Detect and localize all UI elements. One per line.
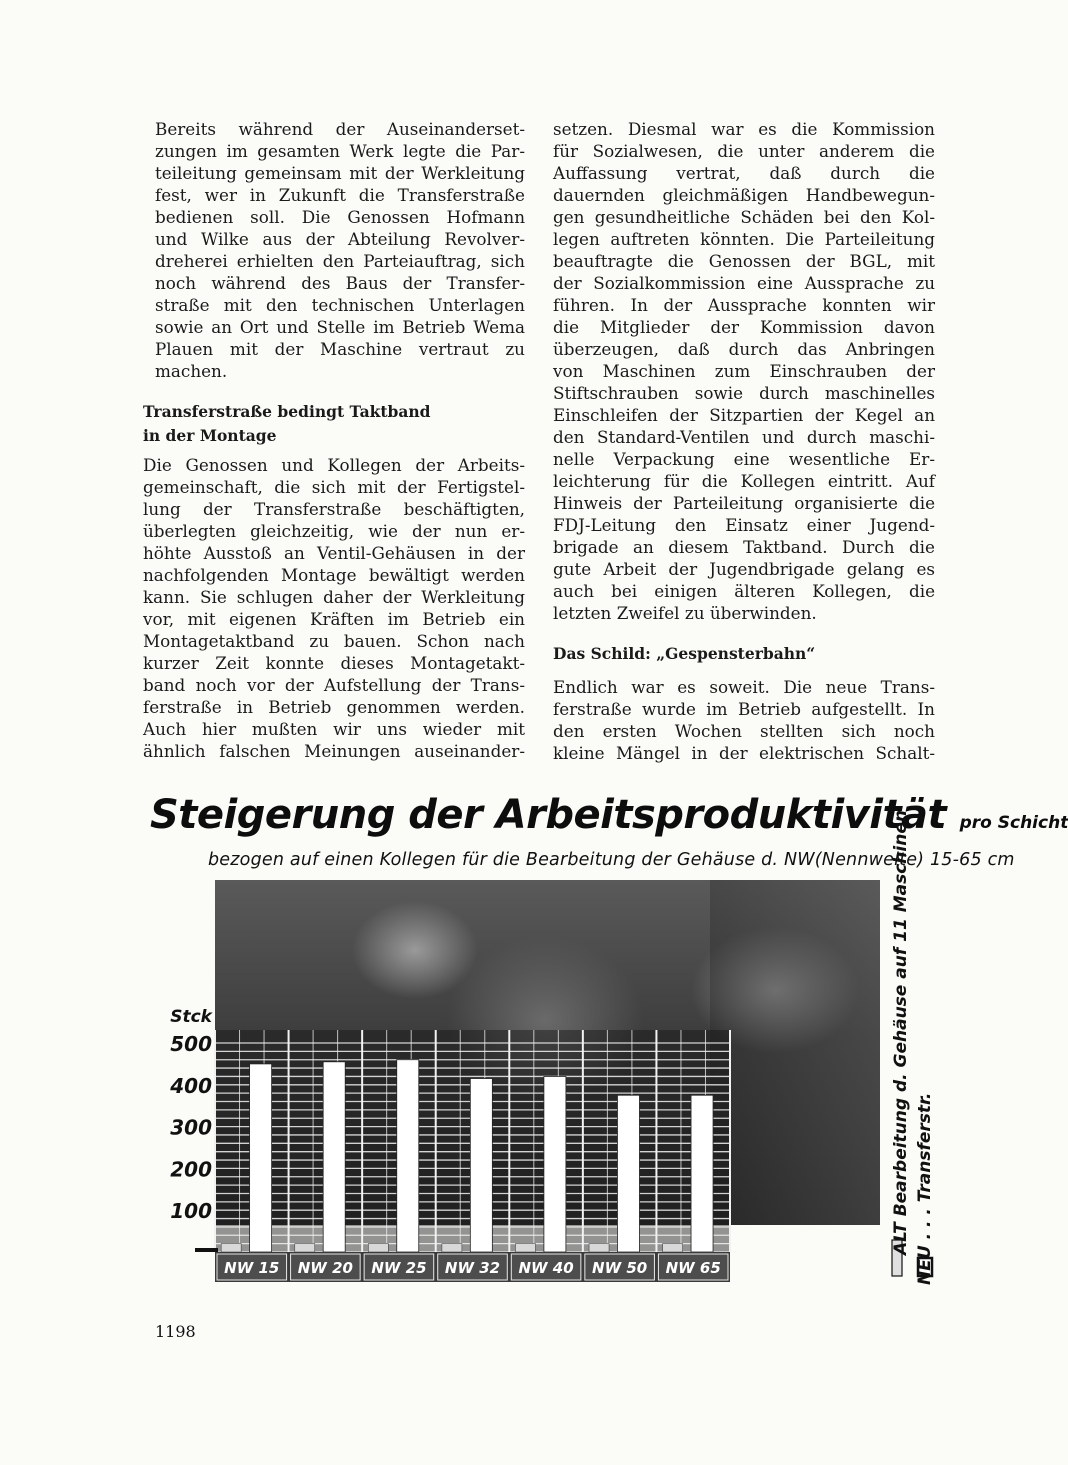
text-line: gute Arbeit der Jugendbrigade gelang es xyxy=(553,559,935,579)
text-line: von Maschinen zum Einschrauben der xyxy=(553,361,935,381)
text-line: Montagetaktband zu bauen. Schon nach xyxy=(143,631,525,651)
bar-neu-nw40 xyxy=(544,1076,566,1252)
text-line: nelle Verpackung eine wesentliche Er- xyxy=(553,449,935,469)
text-line: dauernden gleichmäßigen Handbewegun- xyxy=(553,185,935,205)
y-tick-label: 300 xyxy=(170,1115,212,1140)
text-line: leichterung für die Kollegen eintritt. Auf xyxy=(553,471,935,491)
text-line: ferstraße wurde im Betrieb aufgestellt. In xyxy=(553,699,935,719)
text-line: die Mitglieder der Kommission davon xyxy=(553,317,935,337)
bar-neu-nw25 xyxy=(397,1060,419,1252)
bar-alt-nw15 xyxy=(221,1244,241,1252)
text-line: band noch vor der Aufstellung der Trans- xyxy=(143,675,525,695)
legend-neu-label: NEU . . . Transferstr. xyxy=(915,1092,935,1285)
left-section-heading-line-1: Transferstraße bedingt Taktband xyxy=(143,402,431,421)
category-label: NW 20 xyxy=(297,1259,353,1277)
bar-neu-nw32 xyxy=(470,1079,492,1252)
text-line: Plauen mit der Maschine vertraut zu xyxy=(155,339,525,359)
text-line: und Wilke aus der Abteilung Revolver- xyxy=(155,229,525,249)
text-line: gen gesundheitliche Schäden bei den Kol- xyxy=(553,207,935,227)
category-label: NW 50 xyxy=(592,1259,648,1277)
text-line: Auch hier mußten wir uns wieder mit xyxy=(143,719,525,739)
text-line: überlegten gleichzeitig, wie der nun er- xyxy=(143,521,525,541)
text-line: zungen im gesamten Werk legte die Par- xyxy=(155,141,525,161)
right-paragraph-1 xyxy=(553,118,935,624)
left-column xyxy=(143,118,525,762)
text-line: höhte Ausstoß an Ventil-Gehäusen in der xyxy=(143,543,525,563)
text-line: Einschleifen der Sitzpartien der Kegel an xyxy=(553,405,935,425)
bar-neu-nw50 xyxy=(617,1095,639,1252)
chart-title-main: Steigerung der Arbeitsproduktivität xyxy=(150,792,947,838)
text-line: beauftragte die Genossen der BGL, mit xyxy=(553,251,935,271)
text-line: der Sozialkommission eine Aussprache zu xyxy=(553,273,935,293)
text-line: machen. xyxy=(155,361,228,381)
y-tick-label: 500 xyxy=(170,1032,212,1056)
text-line: letzten Zweifel zu überwinden. xyxy=(553,603,817,623)
text-line: ähnlich falschen Meinungen auseinander- xyxy=(143,741,525,761)
left-paragraph-1 xyxy=(143,118,525,382)
text-line: vor, mit eigenen Kräften im Betrieb ein xyxy=(143,609,525,629)
text-line: bedienen soll. Die Genossen Hofmann xyxy=(155,207,525,227)
category-label: NW 25 xyxy=(371,1259,427,1277)
chart-subtitle: bezogen auf einen Kollegen für die Bearbeitung der Gehäuse d. NW(Nennweite) 15-65 cm xyxy=(208,850,1015,870)
text-line: führen. In der Aussprache konnten wir xyxy=(553,295,935,315)
bar-neu-nw65 xyxy=(691,1095,713,1252)
text-line: straße mit den technischen Unterlagen xyxy=(155,295,525,315)
text-line: gemeinschaft, die sich mit der Fertigstel- xyxy=(143,477,525,497)
bar-alt-nw32 xyxy=(442,1244,462,1252)
y-tick-label: 400 xyxy=(170,1073,212,1098)
category-label: NW 40 xyxy=(518,1259,574,1277)
chart-legend xyxy=(885,810,945,1285)
text-line: Auffassung vertrat, daß durch die xyxy=(553,163,935,183)
right-paragraph-2 xyxy=(553,676,935,764)
text-line: fest, wer in Zukunft die Transferstraße xyxy=(155,185,525,205)
bar-alt-nw20 xyxy=(295,1244,315,1252)
text-line: den Standard-Ventilen und durch maschi- xyxy=(553,427,935,447)
text-line: den ersten Wochen stellten sich noch xyxy=(553,721,935,741)
text-line: kurzer Zeit konnte dieses Montagetakt- xyxy=(143,653,525,673)
text-line: FDJ-Leitung den Einsatz einer Jugend- xyxy=(553,515,935,535)
text-line: brigade an diesem Taktband. Durch die xyxy=(553,537,935,557)
text-line: ferstraße in Betrieb genommen werden. xyxy=(143,697,525,717)
text-line: teileitung gemeinsam mit der Werkleitung xyxy=(155,163,525,183)
text-line: lung der Transferstraße beschäftigten, xyxy=(143,499,525,519)
text-line: Stiftschrauben sowie durch maschinelles xyxy=(553,383,935,403)
text-line: sowie an Ort und Stelle im Betrieb Wema xyxy=(155,317,525,337)
bar-alt-nw25 xyxy=(368,1244,388,1252)
left-paragraph-2 xyxy=(143,454,525,762)
text-line: kann. Sie schlugen daher der Werkleitung xyxy=(143,587,525,607)
chart-title-unit: pro Schicht xyxy=(959,813,1068,833)
left-section-heading-line-2: in der Montage xyxy=(143,426,277,445)
category-label: NW 15 xyxy=(224,1259,280,1277)
text-line: auch bei einigen älteren Kollegen, die xyxy=(553,581,935,601)
bar-plot xyxy=(150,790,942,1290)
bar-neu-nw20 xyxy=(323,1062,345,1252)
right-section-heading: Das Schild: „Gespensterbahn“ xyxy=(553,644,816,663)
text-line: dreherei erhielten den Parteiauftrag, sich xyxy=(155,251,525,271)
legend-alt-label: ALT Bearbeitung d. Gehäuse auf 11 Maschinen xyxy=(891,810,911,1255)
category-label: NW 32 xyxy=(444,1259,501,1277)
y-axis-label: Stck xyxy=(170,1007,212,1027)
bar-neu-nw15 xyxy=(250,1064,272,1252)
text-line: für Sozialwesen, die unter anderem die xyxy=(553,141,935,161)
page-number: 1198 xyxy=(155,1322,196,1341)
text-line: überzeugen, daß durch das Anbringen xyxy=(553,339,935,359)
y-tick-label: 200 xyxy=(170,1157,212,1182)
bar-alt-nw40 xyxy=(515,1244,535,1252)
productivity-chart xyxy=(150,790,1068,1290)
text-line: Endlich war es soweit. Die neue Trans- xyxy=(553,677,935,697)
text-line: setzen. Diesmal war es die Kommission xyxy=(553,119,935,139)
text-line: nachfolgenden Montage bewältigt werden xyxy=(143,565,525,585)
text-line: noch während des Baus der Transfer- xyxy=(155,273,525,293)
bar-alt-nw50 xyxy=(589,1244,609,1252)
text-line: Die Genossen und Kollegen der Arbeits- xyxy=(143,455,525,475)
text-line: kleine Mängel in der elektrischen Schalt- xyxy=(553,743,935,763)
text-line: Bereits während der Auseinanderset- xyxy=(155,119,525,139)
right-column xyxy=(553,118,935,764)
text-line: legen auftreten könnten. Die Parteileitung xyxy=(553,229,935,249)
y-tick-label: 100 xyxy=(170,1199,212,1224)
category-label: NW 65 xyxy=(665,1259,721,1277)
bar-alt-nw65 xyxy=(663,1244,683,1252)
text-line: Hinweis der Parteileitung organisierte die xyxy=(553,493,935,513)
